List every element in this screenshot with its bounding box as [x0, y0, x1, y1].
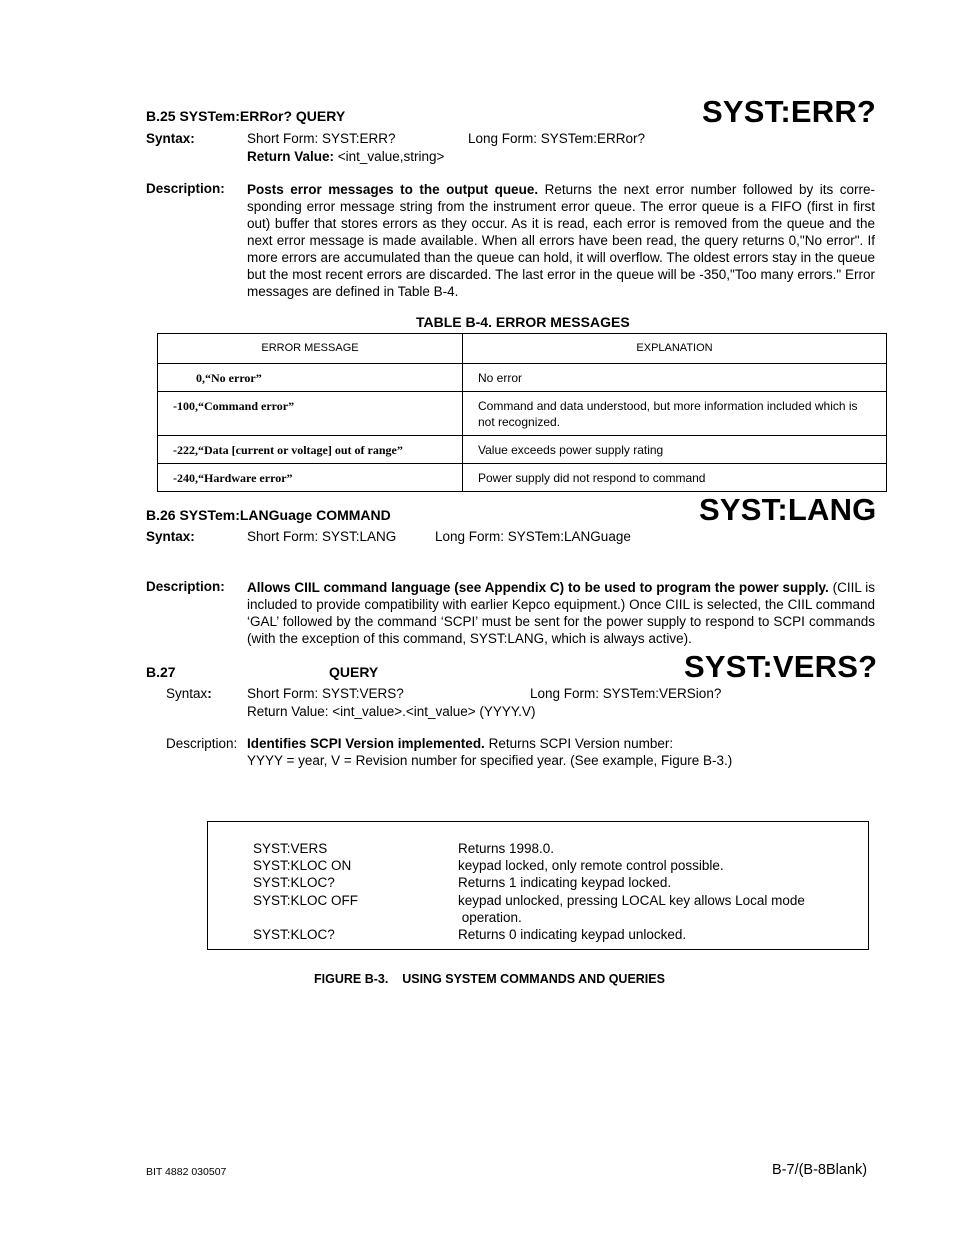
description-lead: Allows CIIL command language (see Appendix C) to be used to program the power supply. [247, 580, 829, 595]
long-form: Long Form: SYSTem:ERRor? [468, 131, 646, 146]
command-title-syst-vers: SYST:VERS? [684, 649, 878, 684]
figure-result: operation. [458, 910, 522, 925]
explanation-cell: Power supply did not respond to command [463, 464, 887, 492]
syntax-label-text: Syntax [166, 686, 208, 701]
footer-page-number: B-7/(B-8Blank) [772, 1162, 868, 1178]
figure-result: keypad locked, only remote control possible. [458, 858, 724, 873]
description-label: Description: [166, 736, 238, 751]
return-label: Return Value: [247, 149, 335, 164]
return-value: Return Value: <int_value>.<int_value> (YYYY.V) [247, 704, 536, 719]
description-lead: Posts error messages to the output queue. [247, 182, 539, 197]
table-title: TABLE B-4. ERROR MESSAGES [416, 314, 630, 330]
description-lead: Identifies SCPI Version implemented. [247, 736, 485, 751]
description-text: (CIIL is included to provide compatibility with earlier Kepco equipment.) Once CIIL is selected, the CIIL command ‘GAL’ followed by the command ‘SCPI’ must be sent for the power supply to respond to SCPI commands (with the exception of this command, SYST:LANG, which is always active). [247, 580, 875, 646]
table-row [158, 464, 887, 492]
figure-result: Returns 0 indicating keypad unlocked. [458, 927, 687, 942]
footer-doc-id: BIT 4882 030507 [146, 1166, 227, 1178]
figure-b3-box [207, 821, 869, 950]
description-b26 [247, 579, 875, 647]
error-message-cell: -222,“Data [current or voltage] out of range” [158, 436, 463, 464]
return-value [247, 149, 444, 164]
description-text: Returns the next error number followed by its corre-sponding error message string from the instrument error queue. The error queue is a FIFO (first in first out) buffer that stores errors as they occur. As it is read, each error is removed from the queue and the next error message is made available. When all errors have been read, the query returns 0,"No error". If more errors are accumulated than the queue can hold, it will overflow. The oldest errors stay in the queue but the most recent errors are discarded. The last error in the queue will be -350,"Too many errors." Error messages are defined in Table B-4. [247, 182, 875, 299]
figure-command: SYST:KLOC? [253, 875, 335, 890]
table-header-cell: ERROR MESSAGE [158, 334, 463, 364]
long-form: Long Form: SYSTem:VERSion? [530, 686, 722, 701]
explanation-cell: Command and data understood, but more information included which is not recognized. [463, 392, 887, 436]
description-text: Returns SCPI Version number: [484, 736, 674, 751]
figure-caption: FIGURE B-3. USING SYSTEM COMMANDS AND QUERIES [314, 972, 665, 986]
syntax-colon: : [207, 686, 212, 701]
section-heading-b26: B.26 SYSTem:LANGuage COMMAND [146, 507, 391, 523]
syntax-label [166, 686, 212, 701]
description-line-2: YYYY = year, V = Revision number for specified year. (See example, Figure B-3.) [247, 753, 733, 768]
explanation-cell: Value exceeds power supply rating [463, 436, 887, 464]
figure-result: Returns 1 indicating keypad locked. [458, 875, 672, 890]
command-title-syst-err: SYST:ERR? [702, 94, 877, 129]
explanation-cell: No error [463, 364, 887, 392]
description-label: Description: [146, 181, 225, 196]
error-message-cell: 0,“No error” [158, 364, 463, 392]
error-messages-table [157, 333, 887, 492]
syntax-label: Syntax: [146, 529, 195, 544]
section-number-b27: B.27 [146, 664, 176, 680]
figure-result: Returns 1998.0. [458, 841, 555, 856]
section-heading-b25: B.25 SYSTem:ERRor? QUERY [146, 108, 346, 124]
error-message-cell: -240,“Hardware error” [158, 464, 463, 492]
table-row [158, 364, 887, 392]
command-title-syst-lang: SYST:LANG [699, 492, 877, 527]
figure-command: SYST:KLOC ON [253, 858, 352, 873]
section-heading-query: QUERY [329, 664, 379, 680]
table-row [158, 392, 887, 436]
description-b25 [247, 181, 875, 300]
syntax-label: Syntax: [146, 131, 195, 146]
long-form: Long Form: SYSTem:LANGuage [435, 529, 631, 544]
figure-command: SYST:KLOC? [253, 927, 335, 942]
table-row [158, 436, 887, 464]
short-form: Short Form: SYST:VERS? [247, 686, 404, 701]
figure-command: SYST:VERS [253, 841, 328, 856]
table-header-row [158, 334, 887, 364]
table-header-cell: EXPLANATION [463, 334, 887, 364]
figure-result: keypad unlocked, pressing LOCAL key allows Local mode [458, 893, 805, 908]
error-message-cell: -100,“Command error” [158, 392, 463, 436]
description-b27 [247, 736, 673, 751]
description-label: Description: [146, 579, 225, 594]
short-form: Short Form: SYST:LANG [247, 529, 397, 544]
figure-command: SYST:KLOC OFF [253, 893, 359, 908]
short-form: Short Form: SYST:ERR? [247, 131, 396, 146]
return-value-text: <int_value,string> [334, 149, 445, 164]
